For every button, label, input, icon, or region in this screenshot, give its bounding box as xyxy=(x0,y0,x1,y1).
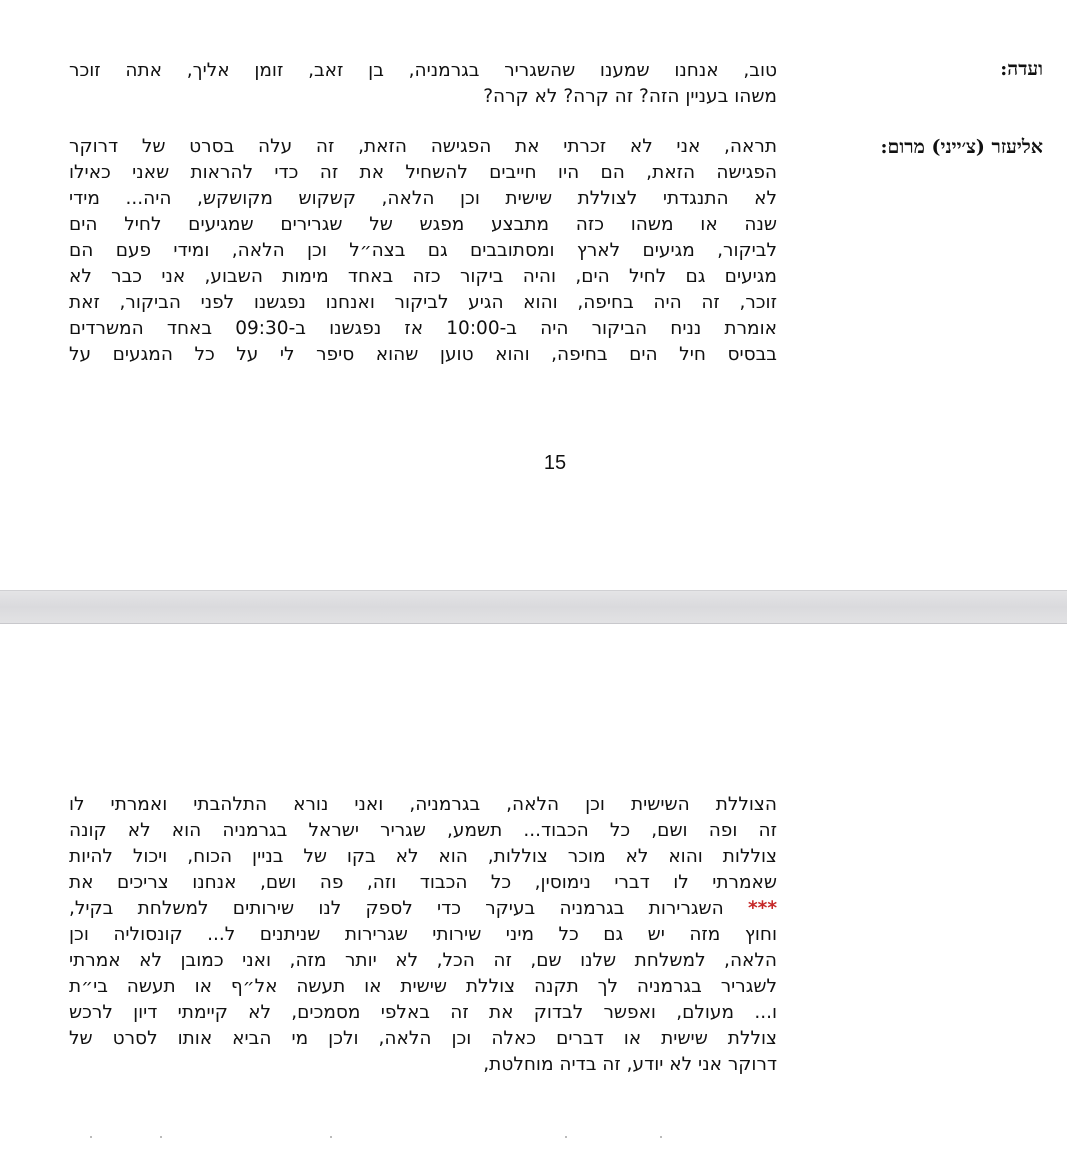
text-line: טוב, אנחנו שמענו שהשגריר בגרמניה, בן זאב, זומן אליך, אתה זוכר xyxy=(69,60,777,81)
text-line: הצוללת השישית וכן הלאה, בגרמניה, ואני נורא התלהבתי ואמרתי לו xyxy=(69,794,777,815)
text-line: לשגריר בגרמניה לך תקנה צוללת שישית או תעשה אל״ף או תעשה בי״ת xyxy=(69,976,777,997)
text-line: ו... מעולם, ואפשר לבדוק את זה באלפי מסמכים, לא קיימתי דיון לרכש xyxy=(69,1002,777,1023)
speaker-label: ועדה: xyxy=(1000,58,1043,80)
speaker-label: אליעזר (צ׳ייני) מרום: xyxy=(880,136,1043,158)
document-page-bottom xyxy=(0,624,1067,1158)
text-line: וחוץ מזה יש גם כל מיני שירותי שגרירות שניתנים ל... קונסוליה וכן xyxy=(69,924,777,945)
page-separator xyxy=(0,590,1067,624)
redaction-mark: *** xyxy=(747,898,777,919)
speech-paragraph xyxy=(69,792,777,1078)
text-line: השגרירות בגרמניה בעיקר כדי לספק לנו שירותים למשלחת בקיל, xyxy=(69,898,724,919)
text-line: זה ופה ושם, כל הכבוד... תשמע, שגריר ישראל בגרמניה הוא לא קונה xyxy=(69,820,777,841)
text-line-with-redaction xyxy=(69,896,777,922)
text-line: בבסיס חיל הים בחיפה, והוא טוען שהוא סיפר לי על כל המגעים על xyxy=(69,344,777,365)
text-line: הלאה, למשלחת שלנו שם, זה הכל, לא יותר מזה, ואני כמובן לא אמרתי xyxy=(69,950,777,971)
text-line: לא התנגדתי לצוללת שישית וכן הלאה, קשקוש מקושקש, היה... מידי xyxy=(69,188,777,209)
text-line: משהו בעניין הזה? זה קרה? לא קרה? xyxy=(483,86,777,107)
text-line: תראה, אני לא זכרתי את הפגישה הזאת, זה עלה בסרט של דרוקר xyxy=(69,136,777,157)
text-line: לביקור, מגיעים לארץ ומסתובבים גם בצה״ל וכן הלאה, ומידי פעם הם xyxy=(69,240,777,261)
text-line: מגיעים גם לחיל הים, והיה ביקור כזה באחד מימות השבוע, אני כבר לא xyxy=(69,266,777,287)
page-number: 15 xyxy=(543,452,567,474)
text-line: אומרת נניח הביקור היה ב-10:00 אז נפגשנו ב-09:30 באחד המשרדים xyxy=(69,318,777,339)
speech-paragraph xyxy=(69,134,777,368)
scan-specks xyxy=(60,1136,660,1140)
text-line: צוללות והוא לא מוכר צוללות, הוא לא בקו של בניין הכוח, ויכול להיות xyxy=(69,846,777,867)
text-line: שאמרתי לו דברי נימוסין, כל הכבוד וזה, פה ושם, אנחנו צריכים את xyxy=(69,872,777,893)
text-line: דרוקר אני לא יודע, זה בדיה מוחלטת, xyxy=(483,1054,777,1075)
text-line: צוללת שישית או דברים כאלה וכן הלאה, ולכן מי הביא אותו לסרט של xyxy=(69,1028,777,1049)
speech-paragraph xyxy=(69,58,777,110)
text-line: הפגישה הזאת, הם היו חייבים להשחיל את זה כדי להראות שאני כאילו xyxy=(69,162,777,183)
text-line: שנה או משהו כזה מתבצע מפגש של שגרירים שמגיעים לחיל הים xyxy=(69,214,777,235)
text-line: זוכר, זה היה בחיפה, והוא הגיע לביקור ואנחנו נפגשנו לפני הביקור, זאת xyxy=(69,292,777,313)
